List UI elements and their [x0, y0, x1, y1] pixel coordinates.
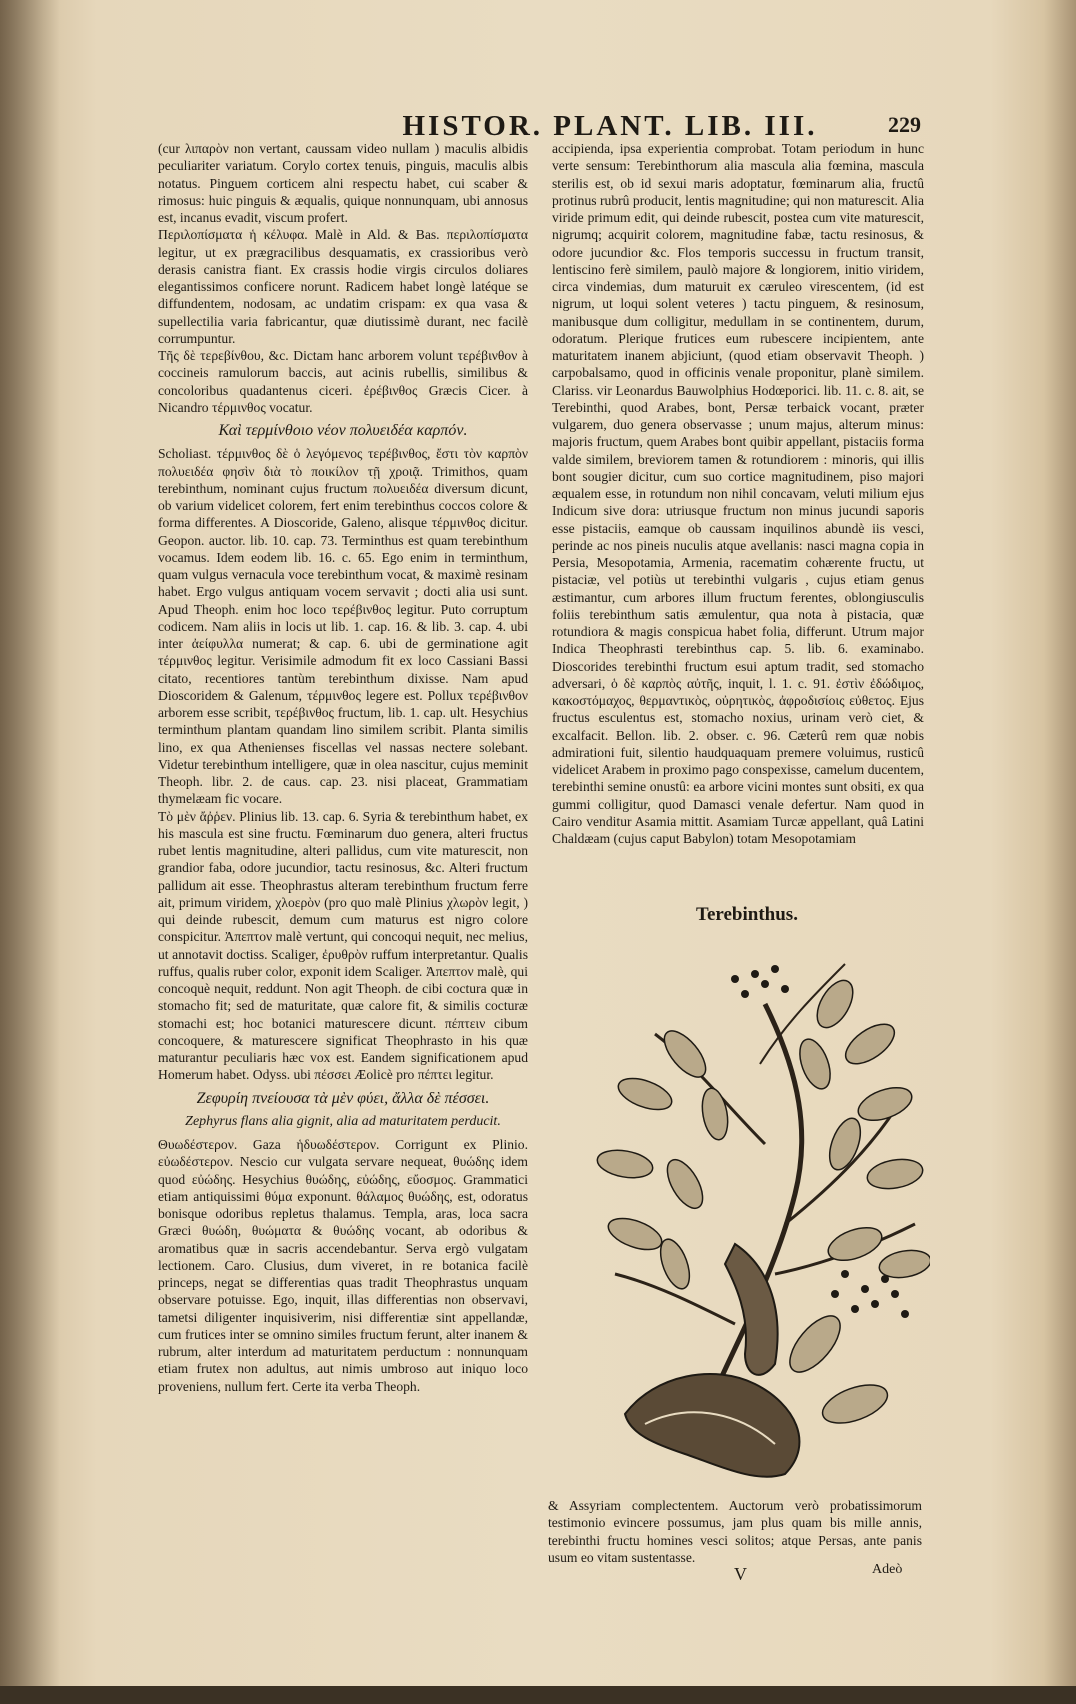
running-title: HISTOR. PLANT. LIB. III.	[402, 110, 818, 142]
greek-verse-2: Ζεφυρίη πνείουσα τὰ μὲν φύει, ἄλλα δὲ πέσσει.	[196, 1089, 490, 1107]
left-paragraph-6: Θυωδέστερον. Gaza ἡδυωδέστερον. Corrigunt ex Plinio. εὐωδέστερον. Nescio cur vulgata servare nequeat, θυώδης idem quod εὐώδης. Hesychius θυώδης, εὐώδης, εὔοσμος. Grammatici etiam antiquissimi θύμα exponunt. θάλαμος θυώδης, est, odoratus bonisque odoribus repletus thalamus. Templa, aras, loca sacra Græci θυώδη, θυώματα & θυώδης vocant, ab odoribus & aromatibus quæ in sacris accendebantur. Serva ergò vulgatam lectionem. Caro. Clusius, dum viveret, in re botanica facilè princeps, negat se differentias quas tradit Theophrastus unquam observare potuisse. Ego, inquit, illas differentias non observavi, tametsi diligenter inquisiverim, nisi differentiæ sint appellandæ, cum frutices inter se omnino similes fructum ferunt, alter inanem & rubrum, alter interdum ad maturitatem perductum : nonnunquam etiam frutex non adultus, aut nimis umbroso aut iniquo loco proveniens, nullum fert. Certe ita verba Theoph.	[158, 1137, 528, 1394]
left-paragraph-2: Περιλοπίσματα ἡ κέλυφα. Malè in Ald. & Bas. περιλοπίσματα legitur, ut ex prægracilibus desquamatis, ex crassioribus verò derasis canistra fiant. Ex crassis hodie virgis circulos doliares elegantissimos conficere norunt. Radicem habet longè latéque se diffundentem, nodosam, ac undatim crispam: ex qua vasa & supellectilia varia fabricantur, quæ diutissimè durant, nec facilè corrumpuntur.	[158, 227, 528, 346]
right-column-bottom	[548, 1497, 922, 1566]
catchword: Adeò	[872, 1562, 903, 1577]
left-paragraph-3: Τῆς δὲ τερεβίνθου, &c. Dictam hanc arborem volunt τερέβινθον à coccineis ramulorum baccis, aut acinis rubellis, similibus & concoloribus quadantenus ciceri. ἐρέβινθος Græcis Cicer. à Nicandro τέρμινθος vocatur.	[158, 348, 528, 415]
page-bottom-edge	[0, 1686, 1076, 1704]
right-column-top	[552, 140, 924, 847]
signature-mark: V	[734, 1564, 747, 1584]
figure-caption: Terebinthus.	[696, 904, 798, 925]
left-column	[158, 140, 528, 1395]
left-paragraph-1: (cur λιπαρὸν non vertant, caussam video nullam ) maculis albidis peculiariter variatum. Corylo cortex tenuis, pinguis, maculis albis notatus. Pinguem corticem alni respectu habet, cui scaber & rimosus: huic pinguis & æqualis, quique nonnunquam, ubi annosus est, incanus evadit, viscum profert.	[158, 141, 528, 225]
greek-verse-1: Καὶ τερμίνθοιο νέον πολυειδέα καρπόν.	[218, 422, 468, 439]
verse-translation: Zephyrus flans alia gignit, alia ad maturitatem perducit.	[185, 1113, 501, 1129]
right-paragraph-2: & Assyriam complectentem. Auctorum verò probatissimorum testimonio evincere possumus, jam plus quam bis mille annis, terebinthi fructu homines vesci solitos; atque Persas, ante panis usum eo vitam sustentasse.	[548, 1498, 922, 1565]
left-paragraph-5: Τὸ μὲν ἄῤῥεν. Plinius lib. 13. cap. 6. Syria & terebinthum habet, ex his mascula est sine fructu. Fœminarum duo genera, alteri fructus rubet lentis magnitudine, alteri pallidus, cum vite maturescit, non grandior faba, odore jucundior, tactu resinosus, &c. Alteri fructum pallidum ait esse. Theophrastus alteram terebinthum fructum ferre ait, primum viridem, χλοερὸν (pro quo malè Plinius χλωρὸν legit, ) qui deinde rubescit, demum cum maturus est nigro colore conspicitur. Ἀπεπτον malè vertunt, qui concoqui nequit, nec melius, ut annotavit doctiss. Scaliger, ἐρυθρὸν ruffum interpretantur. Qualis ruffus, qualis ruber color, exponit idem Scaliger. Ἀπεπτον malè, qui concoquè nequit, reddunt. Non agit Theoph. de cibi coctura quæ in stomacho fit; sed de maturitate, quæ calore fit, & similis cocturæ stomachi est; hoc botanici maturescere dicunt. πέπτειν cibum concoquere, & maturescere significat Theophrasto in his quæ maturantur peculiaris hæc vox est. Eandem significationem apud Homerum habet. Odyss. ubi πέσσει Æolicè pro πέπτει legitur.	[158, 808, 528, 1083]
page-number: 229	[888, 112, 921, 137]
right-paragraph-1: accipienda, ipsa experientia comprobat. Totam periodum in hunc verte sensum: Terebinthorum alia mascula alia fœmina, mascula sterilis est, ob id sexui maris adoptatur, fœminarum alia, fructû protinus rubrû producit, lentis magnitudine; qui non maturescit. Alia viride primum edit, qui deinde rubescit, postea cum vite maturescit, nigrumq; acquirit colorem, magnitudine fabæ, tactu resinosus, & odore jucundior &c. Flos temporis successu in fructum transit, lentiscino ferè similem, paulò majore & longiorem, initio viridem, circa vindemias, dum maturuit ex cæruleo virescentem, (id est nigrum, ut loqui solent veteres ) tactu pinguem, & resinosum, manibusque dum colligitur, medullam in se continentem, durum, odoratum. Plerique frutices eum rubescere incipientem, ante maturitatem inanem abjiciunt, (quod etiam observavit Theoph. ) carpobalsamo, quod in officinis venale proponitur, planè similem. Clariss. vir Leonardus Bauwolphius Hodœporici. lib. 11. c. 8. ait, se Terebinthi, quod Arabes, bont, Persæ terbaick vocant, præter vulgarem, duo genera observasse ; unum majus, alterum minus: majoris fructum, quem Arabes bont quibir appellant, pistaciis forma valde similem, breviorem tamen & rotundiorem : minoris, qui illis bont sougier dicitur, cum suo cortice magnitudinem, piso majori æqualem esse, in rotundum non nihil concavam, veluti milium ejus Indicum sive dora: utriusque fructum non minus jucundi saporis esse pistaciis, eamque ob caussam inquilinos abundè iis vesci, perinde ac nos pineis nuculis atque avellanis: nasci magna copia in Persia, Mesopotamia, Armenia, racematim cohærente fructu, ut pistaciæ, vel potiùs ut terebinthi vulgaris , cujus etiam genus æstimantur, cum arbores illum fructum ferentes, oblongiusculis foliis terebinthum satis æmulentur, qua nota à pistacia, quæ rotundiora & magis conspicua habet folia, differunt. Utrum major Indica Theophrasti terebinthus cap. 5. lib. 6. examinabo. Dioscorides terebinthi fructum esui aptum tradit, sed stomacho adversari, ὁ δὲ καρπὸς αὐτῆς, inquit, l. 1. c. 91. ἐστὶν ἐδώδιμος, κακοστόμαχος, θερμαντικὸς, οὐρητικὸς, ἀφροδισίοις εὐθετος. Ejus fructus esculentus est, stomacho noxius, urinam verò ciet, & excalfacit. Bellon. lib. 2. obser. c. 96. Cæterû rem quæ nobis admirationi fuit, silentio haudquaquam premere voluimus, rusticû videlicet Arabem in proximo pago conspexisse, camelum ducentem, terebinthi semine onustû: ea arbore vicini montes sunt obsiti, ex qua gummi colligitur, quod Damasci venale defertur. Nam quod in Cairo venditur Asamia mittit. Asamiam Turcæ appellant, quâ Latini Chaldæam (cujus caput Babylon) totam Mesopotamiam	[552, 141, 924, 846]
gutter-shadow	[0, 0, 60, 1704]
terebinth-plant-woodcut-icon	[585, 944, 930, 1484]
left-paragraph-4: Scholiast. τέρμινθος δὲ ὁ λεγόμενος τερέβινθος, ἔστι τὸν καρπὸν πολυειδέα φησὶν διὰ τὸ ποικίλον τῇ χροιᾷ. Trimithos, quam terebinthum, nominant cujus fructum πολυειδέα diversum dicunt, ob varium videlicet colorem, fert enim terebinthus coccos colore & forma differentes. A Dioscoride, Galeno, alisque τέρμινθος dicitur. Geopon. auctor. lib. 10. cap. 73. Terminthus est quam terebinthum vocamus. Idem eodem lib. 16. c. 65. Ego enim in terminthum, quam vulgus vernacula voce terebinthum vocat, & maximè resinam habet. Ergo vulgus antiquam vocem servavit ; docti alia usi sunt. Apud Theoph. enim hoc loco τερέβινθος legitur. Puto corruptum codicem. Nam aliis in locis ut lib. 1. cap. 16. & lib. 3. cap. 4. ubi inter ἀείφυλλα numerat; & cap. 6. ubi de germinatione agit τέρμινθος legitur. Verisimile admodum fit ex loco Cassiani Bassi citato, recentiores tantùm terebinthum dixisse. Nam apud Dioscoridem & Galenum, τέρμινθος legere est. Pollux τερέβινθον arborem esse scribit, τερέβινθος fructum, lib. 1. cap. ult. Hesychius terminthum plantam quandam lino similem scribit. Planta similis lino, ex qua Athenienses fiscellas vel nassas nectere solebant. Videtur terebinthum intelligere, quæ in olea nascitur, cujus meminit Theoph. libr. 2. de caus. cap. 23. nisi placeat, Grammatiam thymelæam fic vocare.	[158, 446, 528, 807]
